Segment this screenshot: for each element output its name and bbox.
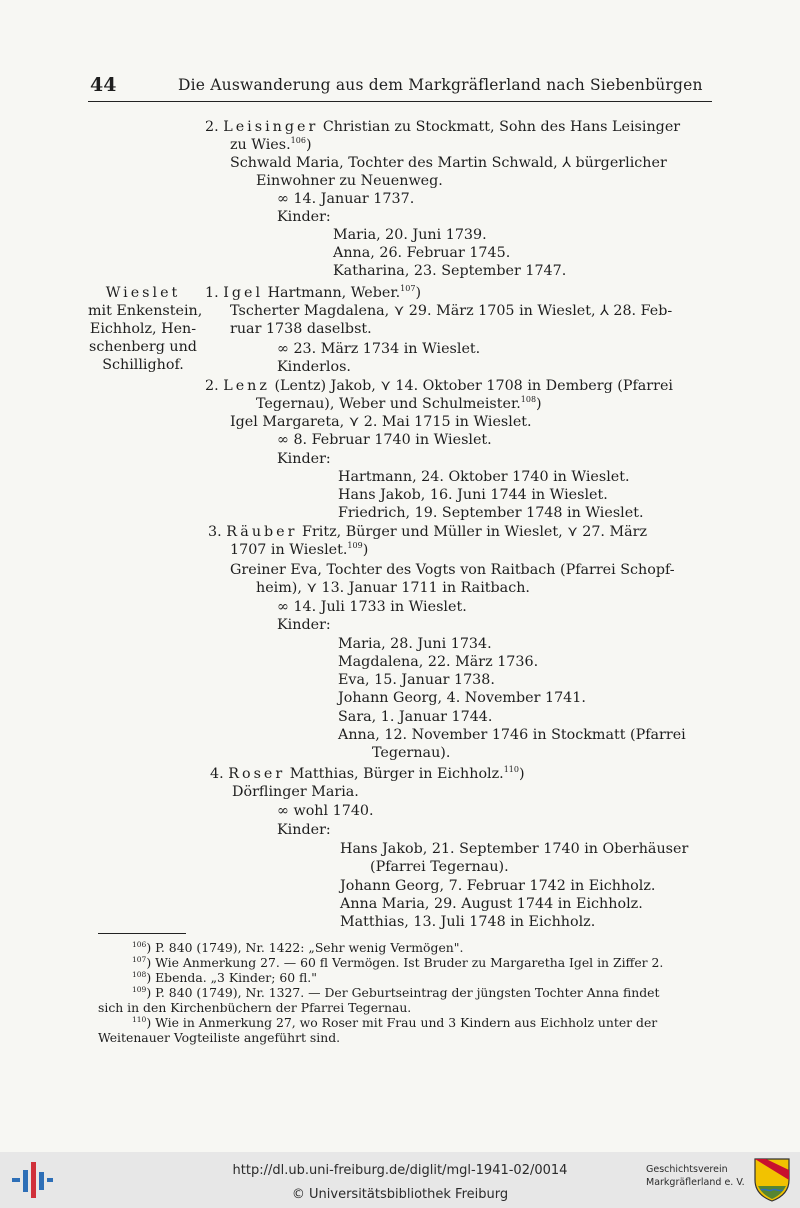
child-line: Magdalena, 22. März 1736.	[338, 654, 539, 670]
entry-text: Hartmann, Weber.	[267, 285, 401, 301]
text-line: ruar 1738 daselbst.	[230, 321, 372, 337]
child-line: Hans Jakob, 21. September 1740 in Oberhäuser	[340, 841, 689, 857]
margin-note-line: Eichholz, Hen-	[89, 321, 197, 337]
child-line: Anna, 26. Februar 1745.	[333, 245, 511, 261]
text-line: zu Wies.$^{106}$)	[230, 136, 312, 153]
running-head: Die Auswanderung aus dem Markgräflerland nach Siebenbürgen	[178, 76, 703, 94]
children-label: Kinder:	[277, 617, 331, 633]
entry-surname: Räuber	[226, 524, 298, 540]
footnote-ref: 107	[400, 284, 416, 293]
child-line: Anna Maria, 29. August 1744 in Eichholz.	[340, 896, 643, 912]
footnote-ref: 106	[290, 136, 306, 145]
child-line: Katharina, 23. September 1747.	[333, 263, 567, 279]
entry-text: Matthias, Bürger in Eichholz.	[289, 766, 504, 782]
marriage-line: ∞ 23. März 1734 in Wieslet.	[277, 341, 481, 357]
text-line: Greiner Eva, Tochter des Vogts von Raitbach (Pfarrei Schopf-	[230, 562, 675, 578]
child-line: Maria, 28. Juni 1734.	[338, 636, 492, 652]
marriage-line: ∞ wohl 1740.	[277, 803, 374, 819]
text-line: Dörflinger Maria.	[232, 784, 359, 800]
entry-leisinger-heading	[205, 118, 680, 136]
child-line: Johann Georg, 4. November 1741.	[338, 690, 586, 706]
margin-note	[88, 284, 203, 374]
coat-of-arms-icon	[752, 1156, 792, 1202]
child-line: Tegernau).	[372, 745, 451, 761]
text-line: Igel Margareta, ⋎ 2. Mai 1715 in Wieslet.	[230, 414, 532, 430]
text-line: Tegernau), Weber und Schulmeister.$^{108}$)	[256, 395, 542, 412]
entry-surname: Igel	[223, 285, 264, 301]
children-label: Kinder:	[277, 209, 331, 225]
entry-surname: Roser	[228, 766, 286, 782]
entry-igel-heading: 1. Igel Hartmann, Weber.$^{107}$)	[205, 284, 422, 301]
text-line: Schwald Maria, Tochter des Martin Schwald, ⅄ bürgerlicher	[230, 155, 667, 171]
entry-number: 4.	[210, 766, 224, 782]
child-line: Sara, 1. Januar 1744.	[338, 709, 493, 725]
entry-text: (Lentz) Jakob, ⋎ 14. Oktober 1708 in Demberg (Pfarrei	[274, 378, 673, 394]
footnote-106: $^{106}$) P. 840 (1749), Nr. 1422: „Sehr wenig Vermögen".	[132, 940, 464, 955]
child-line: Matthias, 13. Juli 1748 in Eichholz.	[340, 914, 596, 930]
child-line: Friedrich, 19. September 1748 in Wieslet.	[338, 505, 644, 521]
footnote-ref: 109	[347, 541, 363, 550]
child-line: Hartmann, 24. Oktober 1740 in Wieslet.	[338, 469, 630, 485]
footer-society-name: Geschichtsverein Markgräflerland e. V.	[646, 1164, 745, 1188]
entry-number: 2.	[205, 378, 219, 394]
text-line: heim), ⋎ 13. Januar 1711 in Raitbach.	[256, 580, 530, 596]
child-line: Johann Georg, 7. Februar 1742 in Eichholz.	[340, 878, 656, 894]
margin-note-line: schenberg und	[89, 339, 197, 355]
margin-note-line: Wieslet	[105, 285, 181, 301]
child-line: Anna, 12. November 1746 in Stockmatt (Pfarrei	[338, 727, 686, 743]
child-line: (Pfarrei Tegernau).	[370, 859, 509, 875]
entry-raeuber-heading	[208, 523, 647, 541]
entry-lenz-heading	[205, 377, 673, 395]
text-line: 1707 in Wieslet.$^{109}$)	[230, 541, 369, 558]
footnote-109-cont: sich in den Kirchenbüchern der Pfarrei Tegernau.	[98, 1000, 412, 1015]
entry-text: Christian zu Stockmatt, Sohn des Hans Leisinger	[322, 119, 681, 135]
entry-number: 2.	[205, 119, 219, 135]
entry-number: 3.	[208, 524, 222, 540]
child-line: Maria, 20. Juni 1739.	[333, 227, 487, 243]
entry-roser-heading: 4. Roser Matthias, Bürger in Eichholz.$^{110}$)	[210, 765, 525, 782]
children-label: Kinder:	[277, 822, 331, 838]
footnote-110: $^{110}$) Wie in Anmerkung 27, wo Roser mit Frau und 3 Kindern aus Eichholz unter der	[132, 1015, 658, 1030]
marriage-line: ∞ 14. Juli 1733 in Wieslet.	[277, 599, 467, 615]
entry-surname: Lenz	[223, 378, 270, 394]
children-label: Kinder:	[277, 451, 331, 467]
footnote-109: $^{109}$) P. 840 (1749), Nr. 1327. — Der Geburtseintrag der jüngsten Tochter Anna findet	[132, 985, 660, 1000]
footnote-108: $^{108}$) Ebenda. „3 Kinder; 60 fl."	[132, 970, 317, 985]
footer-url-link[interactable]: http://dl.ub.uni-freiburg.de/diglit/mgl-1941-02/0014	[232, 1163, 568, 1178]
footnote-110-cont: Weitenauer Vogteiliste angeführt sind.	[98, 1030, 341, 1045]
page-number: 44	[90, 74, 117, 96]
footnote-ref: 108	[520, 395, 537, 404]
footnote-rule	[98, 933, 186, 934]
text-line: Einwohner zu Neuenweg.	[256, 173, 443, 189]
child-line: Hans Jakob, 16. Juni 1744 in Wieslet.	[338, 487, 608, 503]
marriage-line: ∞ 8. Februar 1740 in Wieslet.	[277, 432, 492, 448]
footnote-ref: 110	[503, 765, 519, 774]
text-line: Tscherter Magdalena, ⋎ 29. März 1705 in Wieslet, ⅄ 28. Feb-	[230, 303, 673, 319]
header-rule	[88, 101, 712, 102]
entry-text: Fritz, Bürger und Müller in Wieslet, ⋎ 27. März	[302, 524, 648, 540]
text-line: Kinderlos.	[277, 359, 351, 375]
margin-note-line: Schillighof.	[102, 357, 184, 373]
footnote-107: $^{107}$) Wie Anmerkung 27. — 60 fl Vermögen. Ist Bruder zu Margaretha Igel in Ziffer 2.	[132, 955, 664, 970]
footer-copyright: © Universitätsbibliothek Freiburg	[291, 1187, 509, 1202]
marriage-line: ∞ 14. Januar 1737.	[277, 191, 415, 207]
entry-number: 1.	[205, 285, 219, 301]
margin-note-line: mit Enkenstein,	[88, 303, 203, 319]
entry-surname: Leisinger	[223, 119, 319, 135]
child-line: Eva, 15. Januar 1738.	[338, 672, 495, 688]
